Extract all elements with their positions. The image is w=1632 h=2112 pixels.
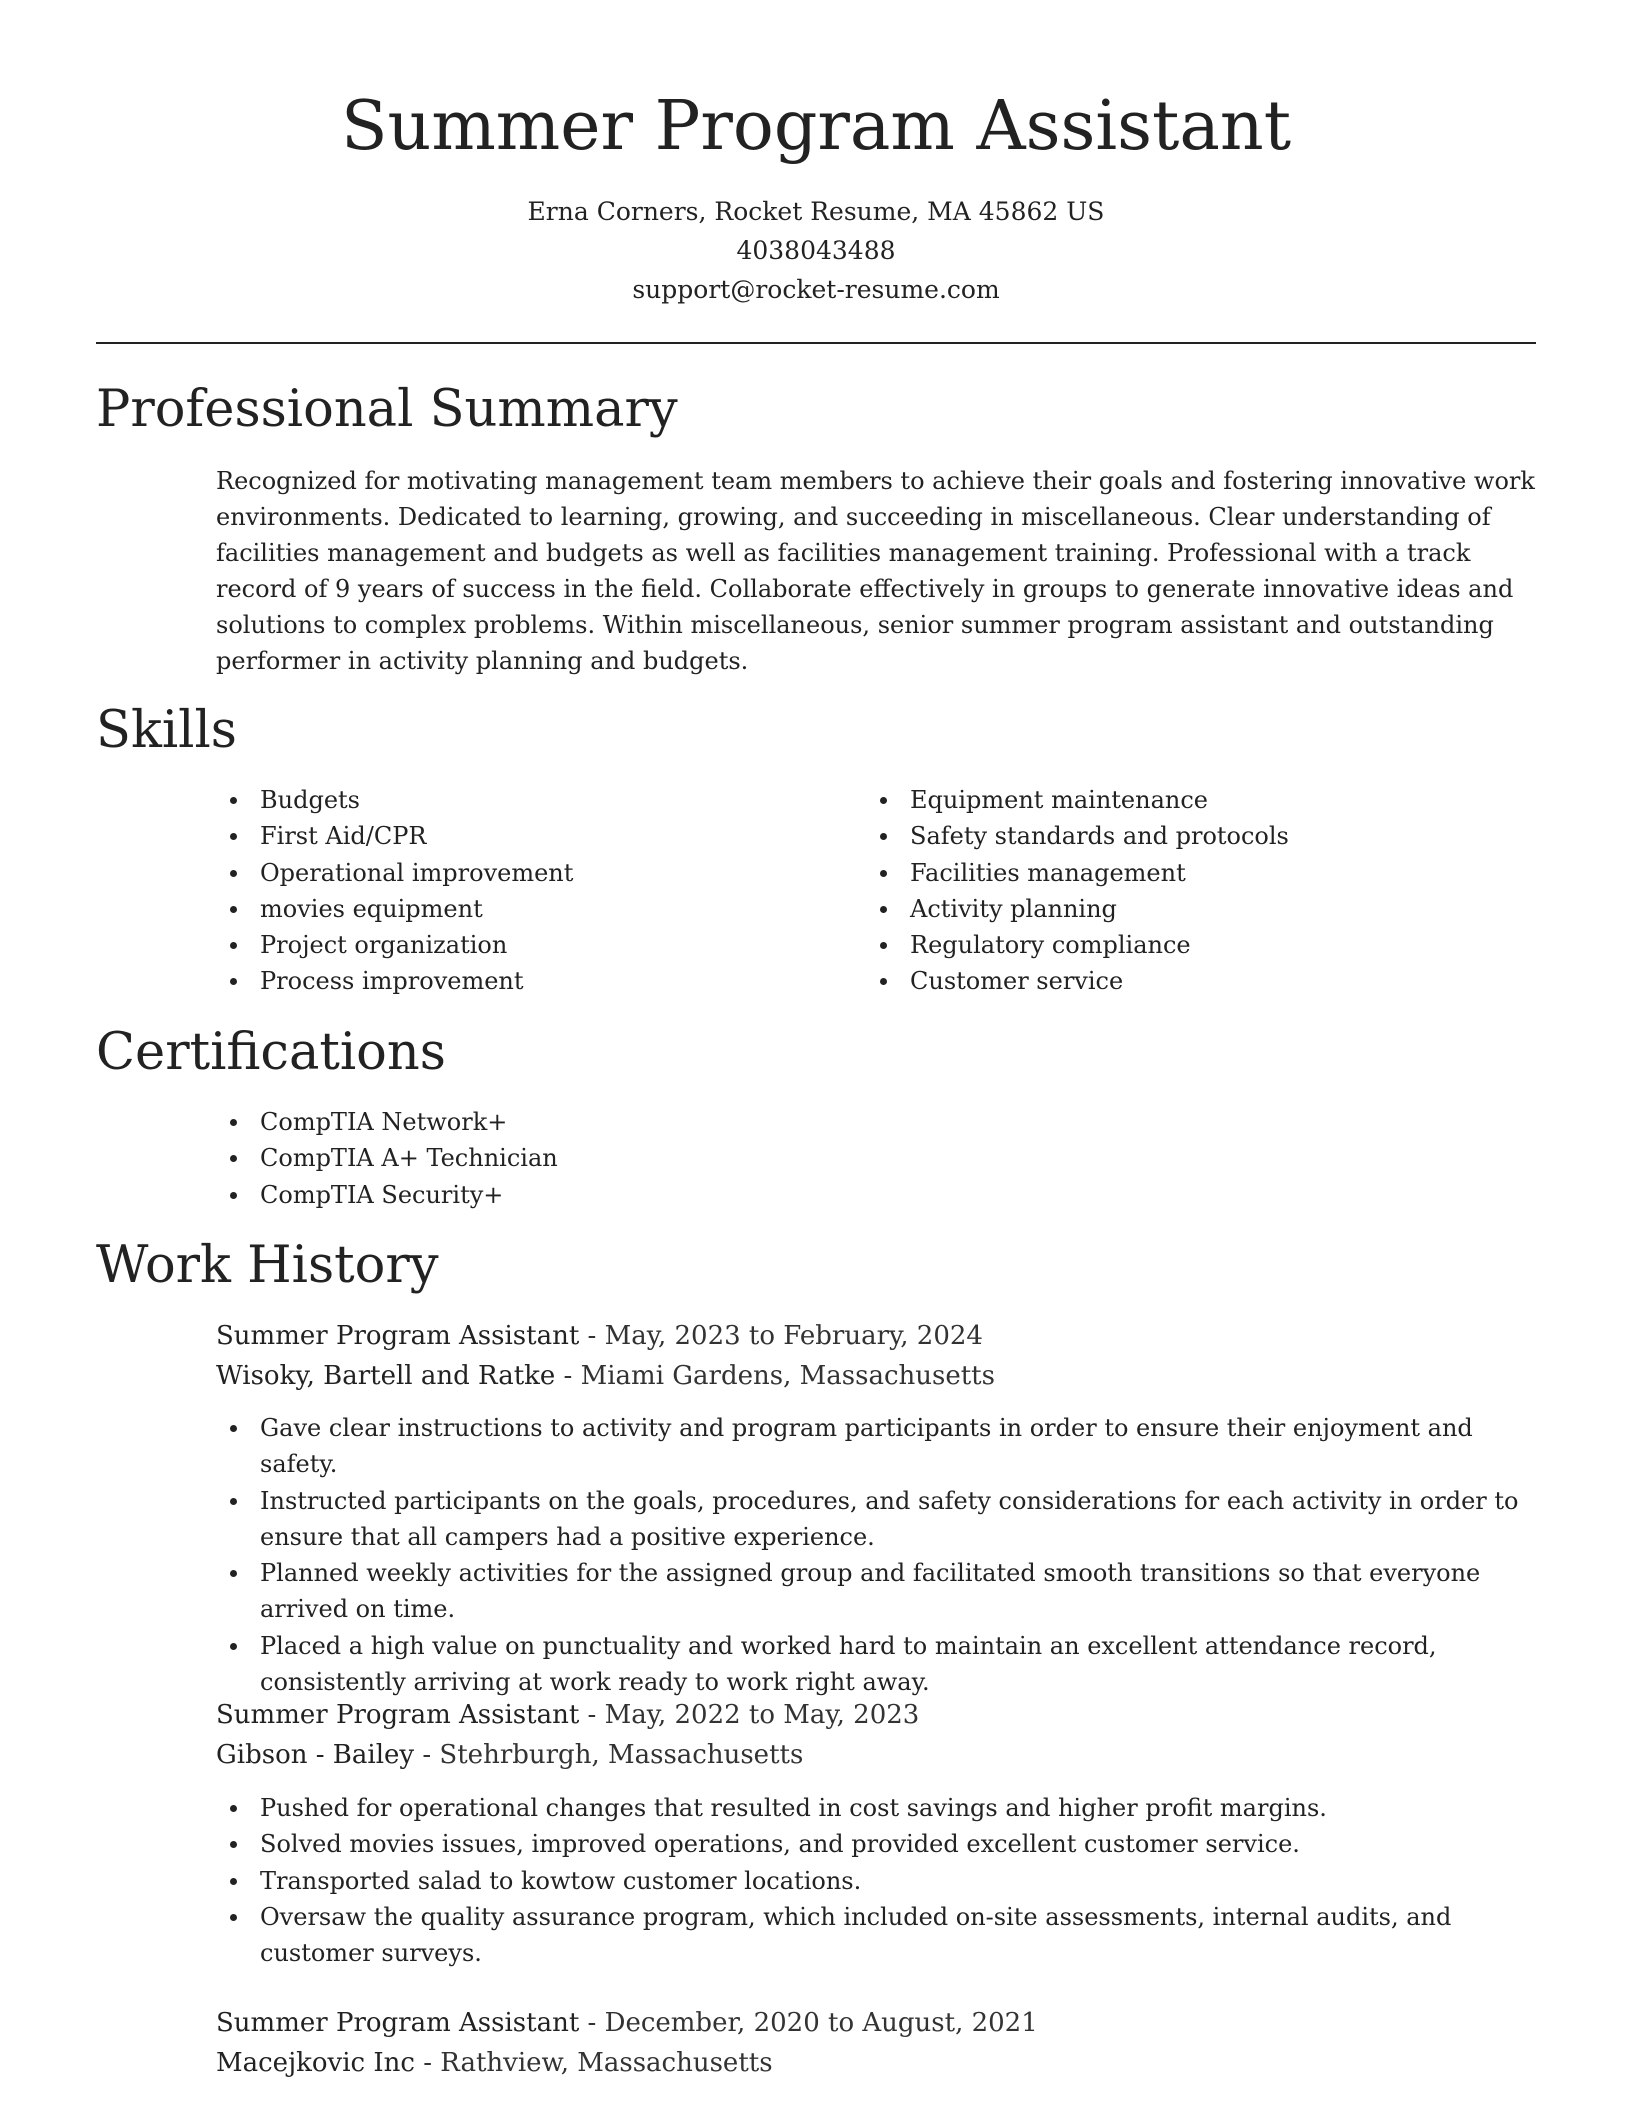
job-title-line <box>216 1695 1546 1735</box>
job-title: Summer Program Assistant <box>216 1321 580 1351</box>
contact-block <box>0 192 1632 309</box>
skill-item: Activity planning <box>866 891 1526 927</box>
certification-item: CompTIA Security+ <box>216 1177 1016 1213</box>
skill-item: First Aid/CPR <box>216 818 816 854</box>
job-location: - Rathview, Massachusetts <box>414 2048 773 2078</box>
summary-text: Recognized for motivating management team members to achieve their goals and fostering innovative work environments. Dedicated to learning, growing, and succeeding in miscellaneous. Clear understanding of facilities management and budgets as well as facilities management training. Professional with a track record of 9 years of success in the field. Collaborate effectively in groups to generate innovative ideas and solutions to complex problems. Within miscellaneous, senior summer program assistant and outstanding performer in activity planning and budgets. <box>216 467 1535 675</box>
skill-item: Budgets <box>216 782 816 818</box>
skill-item: Regulatory compliance <box>866 927 1526 963</box>
job-title-line <box>216 1316 1546 1356</box>
skill-item: movies equipment <box>216 891 816 927</box>
job-title-line <box>216 2003 1546 2043</box>
skill-item: Project organization <box>216 927 816 963</box>
skill-item: Equipment maintenance <box>866 782 1526 818</box>
contact-address: Erna Corners, Rocket Resume, MA 45862 US <box>527 197 1105 226</box>
skills-list-left <box>216 782 816 1000</box>
job-company-line <box>216 1735 1546 1775</box>
job-dates: - December, 2020 to August, 2021 <box>579 2008 1038 2038</box>
job-company-line <box>216 1356 1546 1396</box>
job-dates: - May, 2022 to May, 2023 <box>579 1700 920 1730</box>
certifications-list <box>216 1104 1016 1213</box>
job-bullet: Solved movies issues, improved operations, and provided excellent customer service. <box>216 1826 1546 1862</box>
job-bullet: Oversaw the quality assurance program, which included on-site assessments, internal audits, and customer surveys. <box>216 1899 1546 1972</box>
certification-item: CompTIA Network+ <box>216 1104 1016 1140</box>
job-title: Summer Program Assistant <box>216 2008 580 2038</box>
skill-item: Process improvement <box>216 963 816 999</box>
header-divider <box>96 342 1536 344</box>
job-company: Gibson - Bailey <box>216 1740 415 1770</box>
skill-item: Facilities management <box>866 855 1526 891</box>
job-bullet: Gave clear instructions to activity and program participants in order to ensure their enjoyment and safety. <box>216 1410 1546 1483</box>
contact-email: support@rocket-resume.com <box>632 275 1000 304</box>
job-bullet: Transported salad to kowtow customer locations. <box>216 1863 1546 1899</box>
job-bullets <box>216 1410 1546 1700</box>
skills-heading: Skills <box>96 701 237 760</box>
summary-heading: Professional Summary <box>96 380 678 439</box>
job-bullet: Placed a high value on punctuality and worked hard to maintain an excellent attendance record, consistently arriving at work ready to work right away. <box>216 1628 1546 1701</box>
job-company: Macejkovic Inc <box>216 2048 415 2078</box>
job-title: Summer Program Assistant <box>216 1700 580 1730</box>
job-dates: - May, 2023 to February, 2024 <box>579 1321 983 1351</box>
contact-phone: 4038043488 <box>736 236 896 265</box>
job-bullet: Instructed participants on the goals, procedures, and safety considerations for each activity in order to ensure that all campers had a positive experience. <box>216 1483 1546 1556</box>
skills-list-right <box>866 782 1526 1000</box>
work-history-heading: Work History <box>96 1236 439 1295</box>
skill-item: Customer service <box>866 963 1526 999</box>
resume-title: Summer Program Assistant <box>340 87 1292 166</box>
skill-item: Safety standards and protocols <box>866 818 1526 854</box>
skill-item: Operational improvement <box>216 855 816 891</box>
job-bullet: Pushed for operational changes that resulted in cost savings and higher profit margins. <box>216 1790 1546 1826</box>
job-location: - Stehrburgh, Massachusetts <box>414 1740 804 1770</box>
job-bullets <box>216 1790 1546 1971</box>
job-bullet: Planned weekly activities for the assigned group and facilitated smooth transitions so that everyone arrived on time. <box>216 1555 1546 1628</box>
job-company-line <box>216 2043 1546 2083</box>
job-company: Wisoky, Bartell and Ratke <box>216 1361 556 1391</box>
job-location: - Miami Gardens, Massachusetts <box>555 1361 995 1391</box>
certifications-heading: Certifications <box>96 1023 446 1082</box>
certification-item: CompTIA A+ Technician <box>216 1140 1016 1176</box>
